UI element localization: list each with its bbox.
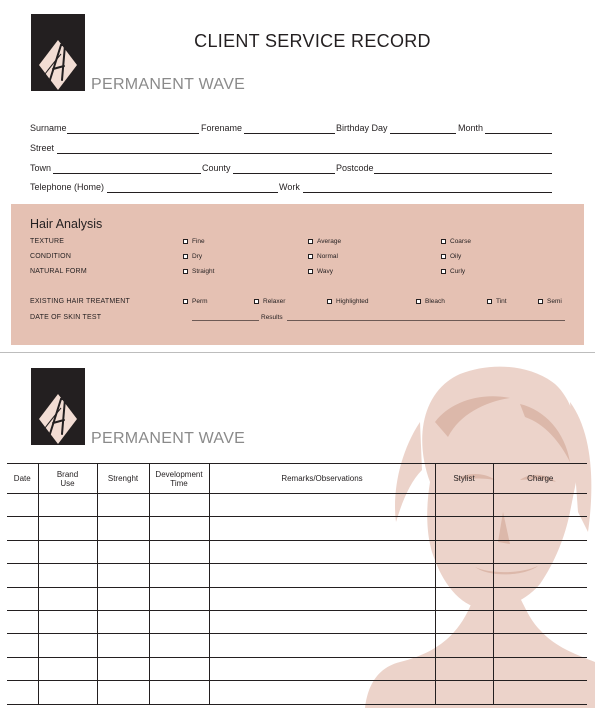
treatment-bleach-option[interactable]: Bleach bbox=[416, 298, 445, 305]
table-cell[interactable] bbox=[209, 657, 435, 680]
table-cell[interactable] bbox=[493, 587, 587, 610]
table-cell[interactable] bbox=[435, 587, 493, 610]
col-date: Date bbox=[7, 464, 38, 494]
postcode-field[interactable] bbox=[374, 173, 552, 174]
condition-dry-option[interactable]: Dry bbox=[183, 253, 202, 260]
table-cell[interactable] bbox=[209, 634, 435, 657]
col-stylist: Stylist bbox=[435, 464, 493, 494]
col-strenght: Strenght bbox=[97, 464, 149, 494]
table-cell[interactable] bbox=[493, 657, 587, 680]
table-cell[interactable] bbox=[7, 587, 38, 610]
work-field[interactable] bbox=[303, 192, 552, 193]
checkbox[interactable] bbox=[308, 239, 313, 244]
checkbox[interactable] bbox=[308, 269, 313, 274]
town-label: Town bbox=[30, 163, 52, 173]
month-label: Month bbox=[458, 123, 484, 133]
table-cell[interactable] bbox=[38, 634, 97, 657]
table-cell[interactable] bbox=[38, 681, 97, 704]
table-cell[interactable] bbox=[7, 540, 38, 563]
natural-form-label: NATURAL FORM bbox=[30, 268, 87, 275]
checkbox[interactable] bbox=[441, 254, 446, 259]
county-label: County bbox=[202, 163, 231, 173]
table-cell[interactable] bbox=[209, 587, 435, 610]
table-cell[interactable] bbox=[435, 610, 493, 633]
skin-test-date-field[interactable] bbox=[192, 320, 259, 321]
table-row bbox=[7, 681, 587, 704]
table-cell[interactable] bbox=[435, 564, 493, 587]
table-cell[interactable] bbox=[435, 681, 493, 704]
checkbox[interactable] bbox=[441, 239, 446, 244]
table-cell[interactable] bbox=[97, 634, 149, 657]
table-cell[interactable] bbox=[97, 540, 149, 563]
table-row bbox=[7, 657, 587, 680]
treatment-tint-option[interactable]: Tint bbox=[487, 298, 507, 305]
name-row bbox=[30, 123, 552, 137]
checkbox[interactable] bbox=[183, 269, 188, 274]
treatment-highlighted-option[interactable]: Highlighted bbox=[327, 298, 369, 305]
brand-logo bbox=[31, 368, 85, 445]
table-cell[interactable] bbox=[209, 564, 435, 587]
form-curly-option[interactable]: Curly bbox=[441, 268, 465, 275]
table-cell[interactable] bbox=[38, 517, 97, 540]
table-cell[interactable] bbox=[7, 610, 38, 633]
table-cell[interactable] bbox=[7, 494, 38, 517]
table-cell[interactable] bbox=[97, 657, 149, 680]
table-cell[interactable] bbox=[7, 564, 38, 587]
brand-logo bbox=[31, 14, 85, 91]
table-cell[interactable] bbox=[149, 494, 209, 517]
results-field[interactable] bbox=[287, 320, 565, 321]
checkbox[interactable] bbox=[538, 299, 543, 304]
condition-oily-option[interactable]: Oily bbox=[441, 253, 461, 260]
table-row bbox=[7, 494, 587, 517]
table-cell[interactable] bbox=[38, 564, 97, 587]
table-cell[interactable] bbox=[149, 540, 209, 563]
table-cell[interactable] bbox=[209, 681, 435, 704]
condition-normal-option[interactable]: Normal bbox=[308, 253, 338, 260]
table-row bbox=[7, 634, 587, 657]
forename-field[interactable] bbox=[244, 133, 335, 134]
forename-label: Forename bbox=[201, 123, 243, 133]
col-charge: Charge bbox=[493, 464, 587, 494]
table-cell[interactable] bbox=[97, 494, 149, 517]
surname-label: Surname bbox=[30, 123, 67, 133]
hair-analysis-panel bbox=[11, 204, 584, 345]
table-cell[interactable] bbox=[149, 517, 209, 540]
client-record-card bbox=[0, 0, 595, 353]
texture-fine-option[interactable]: Fine bbox=[183, 238, 205, 245]
table-body bbox=[7, 494, 587, 705]
checkbox[interactable] bbox=[183, 239, 188, 244]
table-cell[interactable] bbox=[38, 610, 97, 633]
work-label: Work bbox=[279, 182, 300, 192]
form-wavy-option[interactable]: Wavy bbox=[308, 268, 333, 275]
treatment-relaxer-option[interactable]: Relaxer bbox=[254, 298, 285, 305]
table-cell[interactable] bbox=[435, 494, 493, 517]
checkbox[interactable] bbox=[183, 299, 188, 304]
table-cell[interactable] bbox=[493, 610, 587, 633]
table-cell[interactable] bbox=[209, 610, 435, 633]
telephone-field[interactable] bbox=[107, 192, 278, 193]
surname-field[interactable] bbox=[67, 133, 199, 134]
table-cell[interactable] bbox=[493, 540, 587, 563]
checkbox[interactable] bbox=[416, 299, 421, 304]
table-row bbox=[7, 587, 587, 610]
table-cell[interactable] bbox=[149, 587, 209, 610]
table-cell[interactable] bbox=[149, 634, 209, 657]
col-development-time: Development Time bbox=[149, 464, 209, 494]
table-cell[interactable] bbox=[149, 564, 209, 587]
table-cell[interactable] bbox=[97, 517, 149, 540]
table-cell[interactable] bbox=[38, 587, 97, 610]
table-cell[interactable] bbox=[493, 517, 587, 540]
street-label: Street bbox=[30, 143, 55, 153]
table-cell[interactable] bbox=[493, 494, 587, 517]
table-header-row bbox=[7, 464, 587, 494]
table-cell[interactable] bbox=[97, 610, 149, 633]
log-subtitle: PERMANENT WAVE bbox=[91, 430, 246, 447]
table-cell[interactable] bbox=[7, 517, 38, 540]
month-field[interactable] bbox=[485, 133, 552, 134]
table-cell[interactable] bbox=[7, 681, 38, 704]
checkbox[interactable] bbox=[254, 299, 259, 304]
table-cell[interactable] bbox=[97, 587, 149, 610]
birthday-label: Birthday Day bbox=[336, 123, 388, 133]
form-title: CLIENT SERVICE RECORD bbox=[194, 31, 431, 51]
county-field[interactable] bbox=[233, 173, 335, 174]
checkbox[interactable] bbox=[441, 269, 446, 274]
results-label: Results bbox=[261, 314, 283, 321]
table-cell[interactable] bbox=[435, 634, 493, 657]
table-cell[interactable] bbox=[493, 634, 587, 657]
telephone-row bbox=[30, 182, 552, 196]
checkbox[interactable] bbox=[308, 254, 313, 259]
skin-test-label: DATE OF SKIN TEST bbox=[30, 314, 102, 321]
table-cell[interactable] bbox=[149, 610, 209, 633]
texture-coarse-option[interactable]: Coarse bbox=[441, 238, 471, 245]
table-cell[interactable] bbox=[493, 681, 587, 704]
texture-label: TEXTURE bbox=[30, 238, 65, 245]
form-straight-option[interactable]: Straight bbox=[183, 268, 214, 275]
birthday-field[interactable] bbox=[390, 133, 456, 134]
table-cell[interactable] bbox=[38, 540, 97, 563]
treatment-perm-option[interactable]: Perm bbox=[183, 298, 208, 305]
table-cell[interactable] bbox=[209, 540, 435, 563]
table-row bbox=[7, 610, 587, 633]
telephone-label: Telephone (Home) bbox=[30, 182, 105, 192]
table-cell[interactable] bbox=[149, 681, 209, 704]
table-cell[interactable] bbox=[38, 657, 97, 680]
col-remarks: Remarks/Observations bbox=[209, 464, 435, 494]
table-cell[interactable] bbox=[435, 540, 493, 563]
table-row bbox=[7, 517, 587, 540]
street-row bbox=[30, 143, 552, 157]
service-log-table bbox=[7, 463, 587, 705]
town-field[interactable] bbox=[53, 173, 201, 174]
col-brand-use: Brand Use bbox=[38, 464, 97, 494]
table-cell[interactable] bbox=[209, 494, 435, 517]
existing-treatment-label: EXISTING HAIR TREATMENT bbox=[30, 298, 131, 305]
checkbox[interactable] bbox=[487, 299, 492, 304]
texture-average-option[interactable]: Average bbox=[308, 238, 341, 245]
checkbox[interactable] bbox=[183, 254, 188, 259]
street-field[interactable] bbox=[57, 153, 552, 154]
table-cell[interactable] bbox=[149, 657, 209, 680]
table-cell[interactable] bbox=[493, 564, 587, 587]
table-row bbox=[7, 564, 587, 587]
condition-label: CONDITION bbox=[30, 253, 72, 260]
treatment-semi-option[interactable]: Semi bbox=[538, 298, 562, 305]
table-cell[interactable] bbox=[435, 517, 493, 540]
table-cell[interactable] bbox=[209, 517, 435, 540]
table-cell[interactable] bbox=[38, 494, 97, 517]
checkbox[interactable] bbox=[327, 299, 332, 304]
service-log-card bbox=[0, 354, 595, 708]
table-cell[interactable] bbox=[7, 634, 38, 657]
town-row bbox=[30, 163, 552, 177]
table-row bbox=[7, 540, 587, 563]
table-cell[interactable] bbox=[435, 657, 493, 680]
form-subtitle: PERMANENT WAVE bbox=[91, 76, 246, 93]
table-cell[interactable] bbox=[7, 657, 38, 680]
table-cell[interactable] bbox=[97, 681, 149, 704]
table-cell[interactable] bbox=[97, 564, 149, 587]
postcode-label: Postcode bbox=[336, 163, 374, 173]
hair-analysis-title: Hair Analysis bbox=[30, 217, 103, 231]
